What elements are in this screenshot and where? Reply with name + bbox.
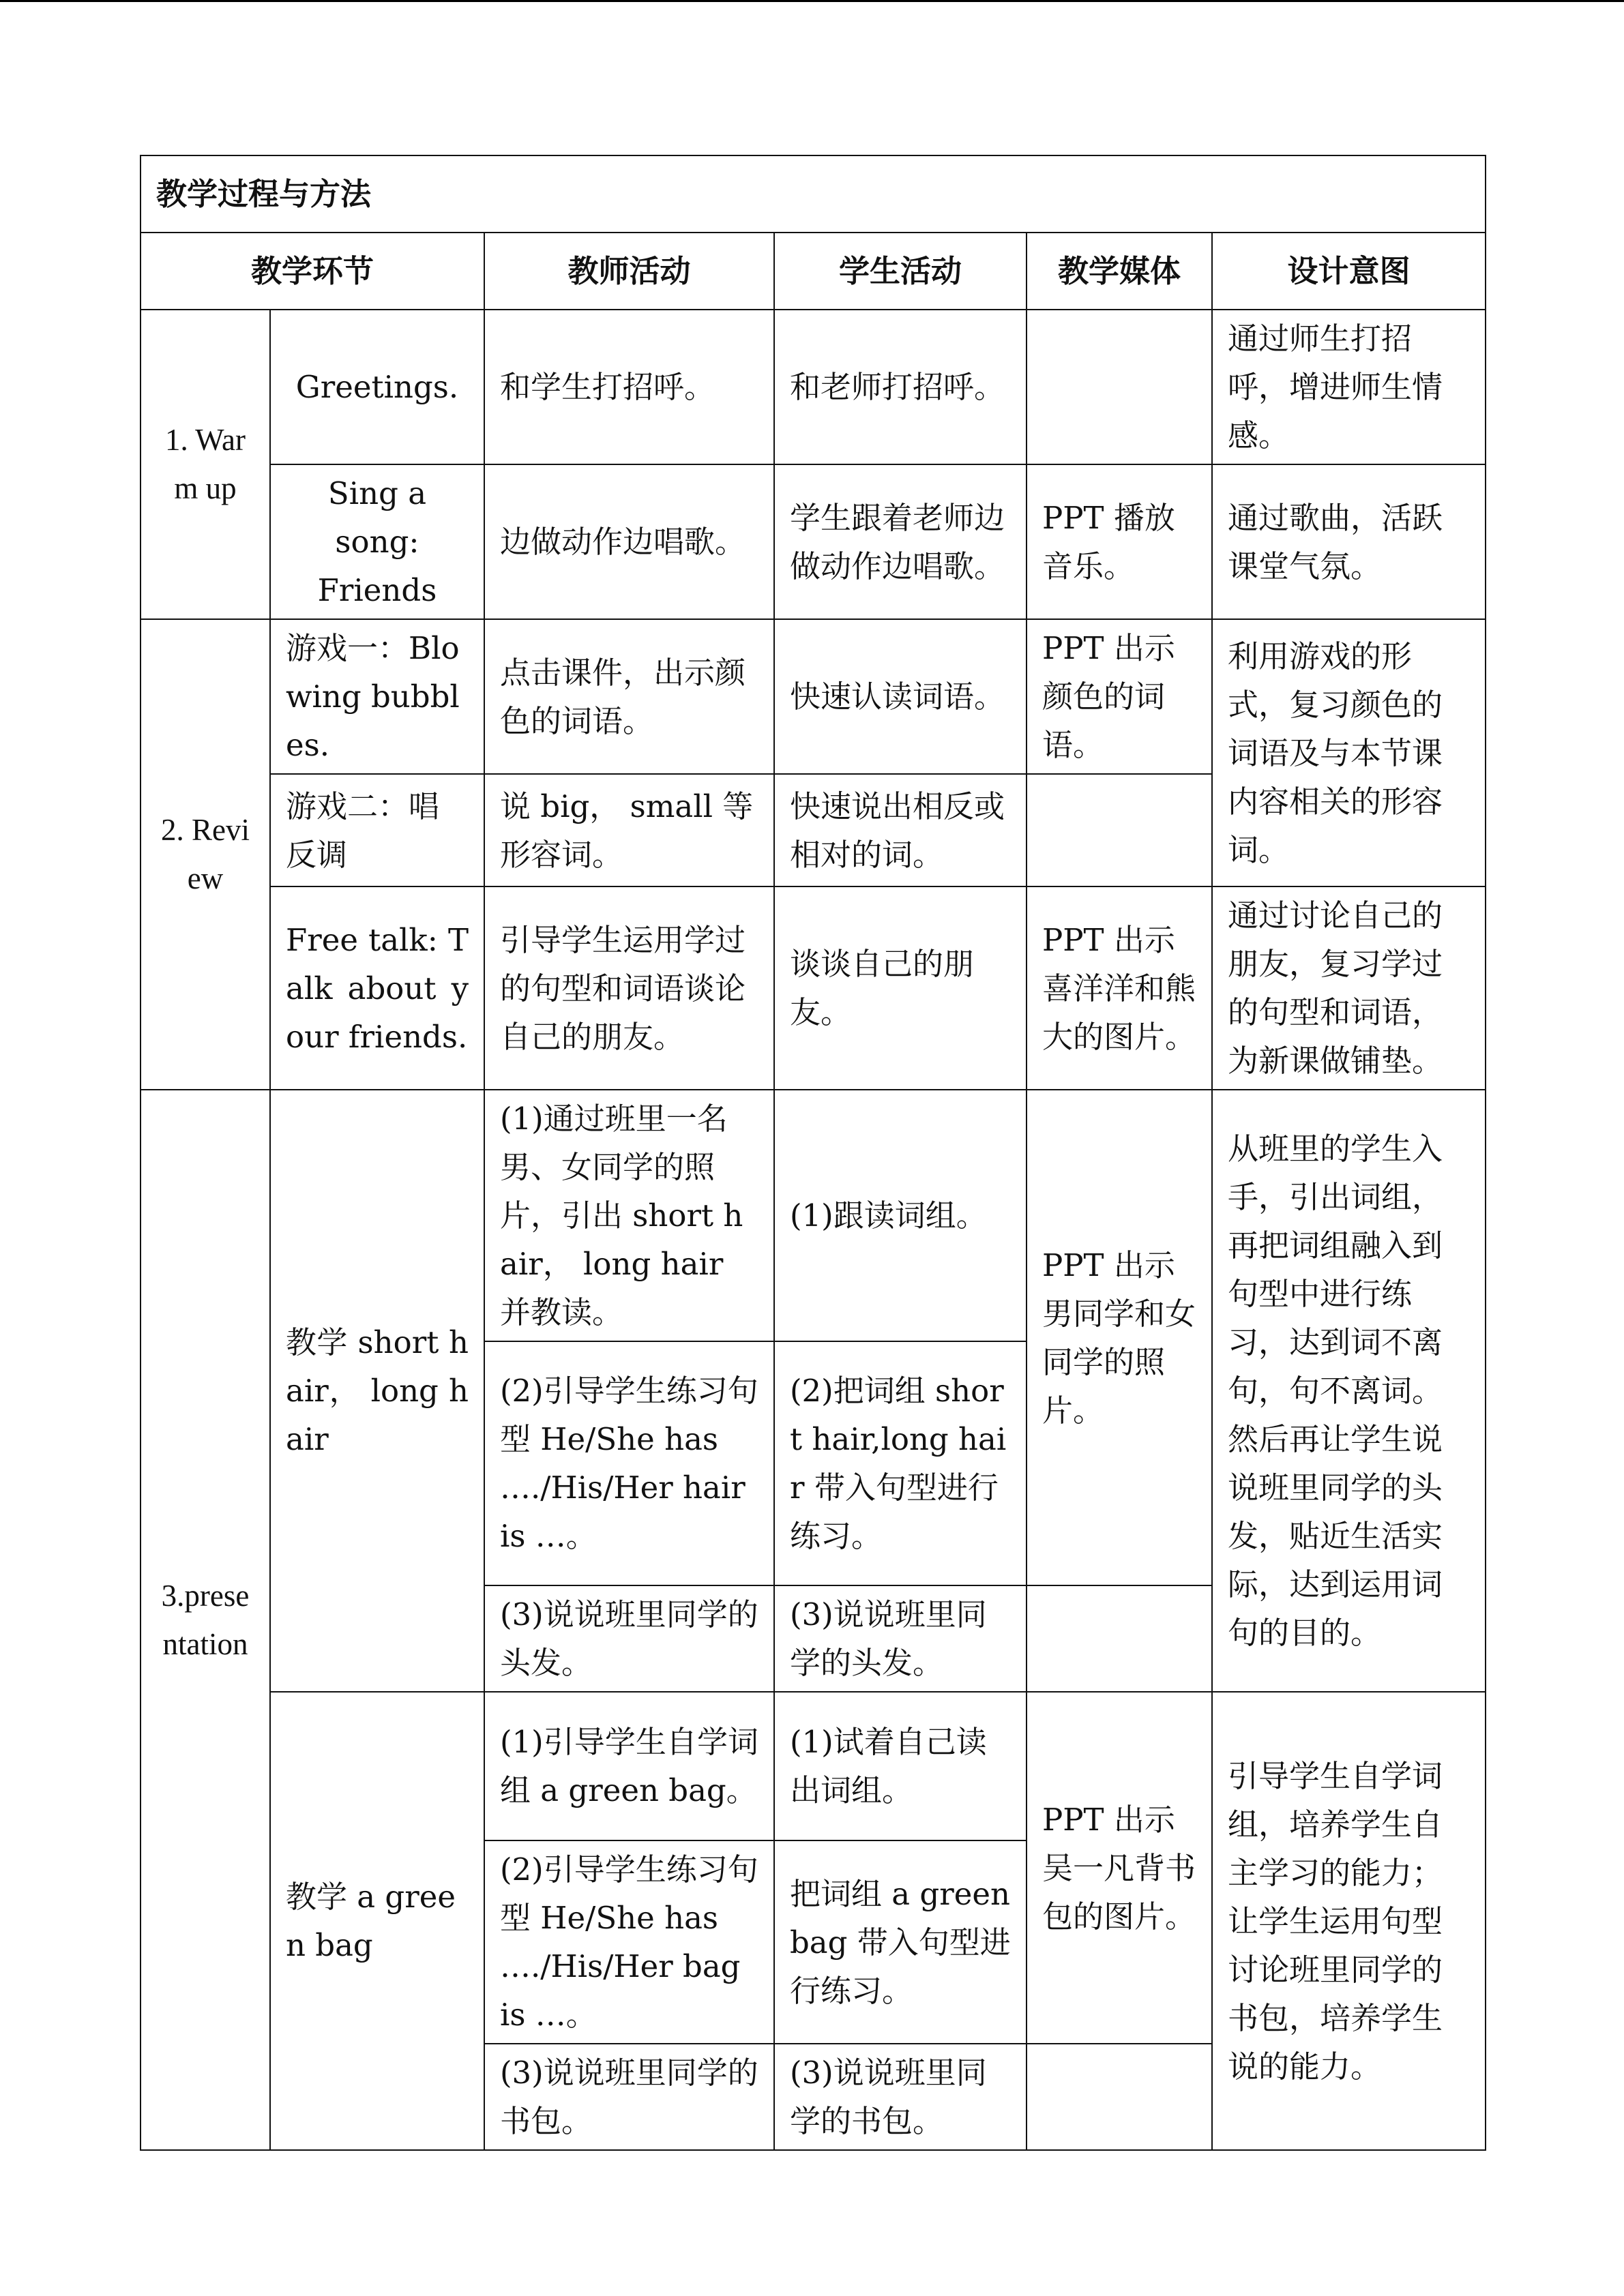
student-activity: (1)跟读词组。 [774, 1090, 1027, 1341]
design-purpose: 引导学生自学词组，培养学生自主学习的能力；让学生运用句型讨论班里同学的书包，培养学生说的能力。 [1212, 1692, 1486, 2150]
teacher-activity: 说 big， small 等形容词。 [484, 774, 774, 886]
phase-review: 2. Review [141, 619, 270, 1090]
student-activity: 把词组 a green bag 带入句型进行练习。 [774, 1840, 1027, 2044]
design-purpose: 利用游戏的形式，复习颜色的词语及与本节课内容相关的形容词。 [1212, 619, 1486, 886]
header-teacher: 教师活动 [484, 233, 774, 310]
student-activity: (3)说说班里同学的头发。 [774, 1585, 1027, 1692]
page-top-rule [0, 0, 1624, 2]
table-row [141, 310, 1486, 464]
design-purpose: 从班里的学生入手，引出词组，再把词组融入到句型中进行练习，达到词不离句，句不离词。然后再让学生说说班里同学的头发，贴近生活实际，达到运用词句的目的。 [1212, 1090, 1486, 1692]
step-game-one: 游戏一：Blowing bubbles. [270, 619, 484, 774]
step-line: song: [335, 524, 419, 560]
teacher-activity: 边做动作边唱歌。 [484, 464, 774, 619]
teacher-activity: 引导学生运用学过的句型和词语谈论自己的朋友。 [484, 886, 774, 1090]
step-line: Friends [317, 572, 437, 608]
student-activity: (2)把词组 short hair,long hair 带入句型进行练习。 [774, 1341, 1027, 1585]
design-purpose: 通过师生打招呼，增进师生情感。 [1212, 310, 1486, 464]
media-cell: PPT 出示颜色的词语。 [1027, 619, 1212, 774]
step-sing-song [270, 464, 484, 619]
header-student: 学生活动 [774, 233, 1027, 310]
header-media: 教学媒体 [1027, 233, 1212, 310]
table-row [141, 464, 1486, 619]
student-activity: 快速认读词语。 [774, 619, 1027, 774]
phase-presentation: 3.presentation [141, 1090, 270, 2150]
phase-warmup: 1. Warm up [141, 310, 270, 619]
media-cell [1027, 1585, 1212, 1692]
student-activity: 谈谈自己的朋友。 [774, 886, 1027, 1090]
teacher-activity: (1)通过班里一名男、女同学的照片，引出 short hair， long hair 并教读。 [484, 1090, 774, 1341]
student-activity: 快速说出相反或相对的词。 [774, 774, 1027, 886]
table-row [141, 1692, 1486, 1840]
teacher-activity: 和学生打招呼。 [484, 310, 774, 464]
teacher-activity: (2)引导学生练习句型 He/She has ….∕His/Her hair is …。 [484, 1341, 774, 1585]
media-cell: PPT 出示吴一凡背书包的图片。 [1027, 1692, 1212, 2044]
header-purpose: 设计意图 [1212, 233, 1486, 310]
media-cell [1027, 2044, 1212, 2150]
media-cell: PPT 出示喜洋洋和熊大的图片。 [1027, 886, 1212, 1090]
student-activity: (1)试着自己读出词组。 [774, 1692, 1027, 1840]
media-cell [1027, 774, 1212, 886]
section-title: 教学过程与方法 [141, 155, 1486, 233]
teaching-process-table [140, 155, 1486, 2151]
table-row [141, 619, 1486, 774]
student-activity: 和老师打招呼。 [774, 310, 1027, 464]
teacher-activity: 点击课件，出示颜色的词语。 [484, 619, 774, 774]
teacher-activity: (2)引导学生练习句型 He/She has ….∕His/Her bag is …。 [484, 1840, 774, 2044]
student-activity: 学生跟着老师边做动作边唱歌。 [774, 464, 1027, 619]
table-row [141, 1090, 1486, 1341]
design-purpose: 通过讨论自己的朋友，复习学过的句型和词语，为新课做铺垫。 [1212, 886, 1486, 1090]
step-free-talk: Free talk: Talk about your friends. [270, 886, 484, 1090]
table-row [141, 886, 1486, 1090]
step-greetings: Greetings. [270, 310, 484, 464]
media-cell: PPT 出示男同学和女同学的照片。 [1027, 1090, 1212, 1585]
design-purpose: 通过歌曲，活跃课堂气氛。 [1212, 464, 1486, 619]
teacher-activity: (3)说说班里同学的头发。 [484, 1585, 774, 1692]
teacher-activity: (3)说说班里同学的书包。 [484, 2044, 774, 2150]
student-activity: (3)说说班里同学的书包。 [774, 2044, 1027, 2150]
media-cell: PPT 播放音乐。 [1027, 464, 1212, 619]
step-line: Sing a [327, 475, 427, 511]
header-row [141, 233, 1486, 310]
media-cell [1027, 310, 1212, 464]
header-phase: 教学环节 [141, 233, 484, 310]
step-bag: 教学 a green bag [270, 1692, 484, 2150]
teacher-activity: (1)引导学生自学词组 a green bag。 [484, 1692, 774, 1840]
step-hair: 教学 short hair， long hair [270, 1090, 484, 1692]
step-game-two: 游戏二：唱反调 [270, 774, 484, 886]
